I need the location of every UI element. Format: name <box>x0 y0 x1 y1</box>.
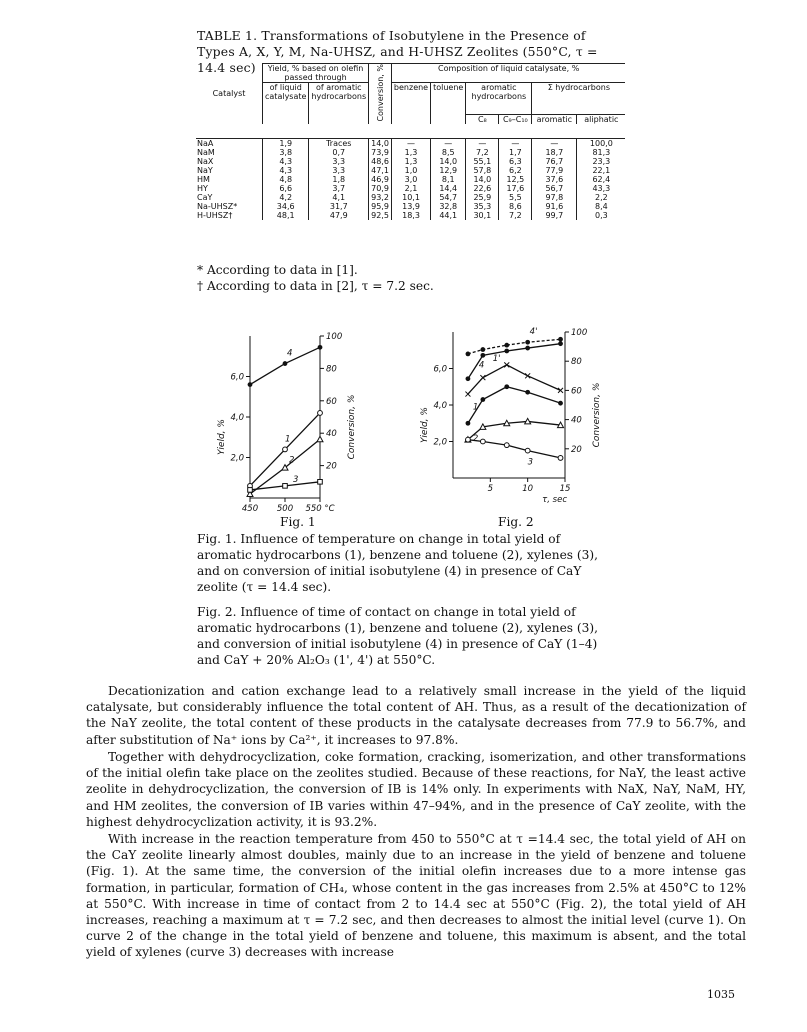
data-point <box>558 337 563 342</box>
table-cell: 100,0 <box>577 138 626 148</box>
data-point <box>283 361 288 366</box>
table-cell: 3,3 <box>309 157 369 166</box>
table-cell: 6,2 <box>499 166 532 175</box>
series-label-3: 3 <box>293 474 299 485</box>
table-cell: 8,1 <box>431 175 466 184</box>
table-cell: 1,9 <box>263 138 309 148</box>
y-right-tick-label: 40 <box>571 415 582 426</box>
table-cell: 12,5 <box>499 175 532 184</box>
table-cell: 7,2 <box>466 148 499 157</box>
data-point <box>466 352 471 357</box>
x-tick-label: 15 <box>559 484 571 494</box>
data-point <box>318 480 323 485</box>
table-cell: 32,8 <box>431 202 466 211</box>
table-cell: 1,3 <box>391 157 430 166</box>
table-cell: 48,1 <box>263 211 309 220</box>
table-cell: 18,3 <box>391 211 430 220</box>
table-cell: 22,1 <box>577 166 626 175</box>
table-cell: 18,7 <box>532 148 577 157</box>
table-row <box>196 157 625 166</box>
data-point <box>480 397 485 402</box>
series-label-4: 4 <box>478 360 485 371</box>
table-cell-catalyst: Na-UHSZ* <box>197 201 238 211</box>
data-point <box>466 437 471 442</box>
y-right-tick-label: 80 <box>326 364 337 375</box>
series-label-1': 1' <box>492 353 501 364</box>
table-cell: 73,9 <box>369 148 392 157</box>
col-sum-hc: Σ hydrocarbons <box>532 83 626 115</box>
data-point <box>558 341 563 346</box>
table-cell: 22,6 <box>466 184 499 193</box>
y-left-tick-label: 6,0 <box>433 364 447 375</box>
table-row <box>196 166 625 175</box>
table-cell: 97,8 <box>532 193 577 202</box>
y-left-tick-label: 6,0 <box>230 372 244 383</box>
fig2-chart <box>405 318 610 513</box>
y-axis-left-label: Yield, % <box>217 419 227 455</box>
table-row <box>196 193 625 202</box>
table-cell: — <box>391 138 430 148</box>
series-label-1: 1 <box>472 402 479 413</box>
table-cell: 3,7 <box>309 184 369 193</box>
x-tick-label: 5 <box>487 484 494 494</box>
page-number: 1035 <box>707 988 735 1001</box>
table-row <box>196 148 625 157</box>
y-axis-right-label: Conversion, % <box>347 394 357 460</box>
y-right-tick-label: 60 <box>571 386 582 397</box>
fig2-caption-label: Fig. 2 <box>498 515 534 529</box>
table-cell: 14,0 <box>431 157 466 166</box>
table-row <box>196 211 625 220</box>
table-cell-catalyst: NaX <box>197 156 214 166</box>
table-cell: 47,1 <box>369 166 392 175</box>
table-cell: — <box>431 138 466 148</box>
table-cell: 3,0 <box>391 175 430 184</box>
fig1-caption-label: Fig. 1 <box>280 515 316 529</box>
table-cell-catalyst: H-UHSZ† <box>197 210 233 220</box>
data-point <box>465 392 470 397</box>
y-right-tick-label: 100 <box>326 332 343 342</box>
data-point <box>480 347 485 352</box>
table-cell: 56,7 <box>532 184 577 193</box>
table-cell: 14,4 <box>431 184 466 193</box>
table-cell: 14,0 <box>466 175 499 184</box>
table-cell: 46,9 <box>369 175 392 184</box>
series-label-3: 3 <box>527 457 534 468</box>
table-footnotes <box>197 262 434 294</box>
table-cell: 44,1 <box>431 211 466 220</box>
zeolite-table <box>196 63 625 220</box>
table-cell: 70,9 <box>369 184 392 193</box>
y-left-tick-label: 4,0 <box>433 401 447 411</box>
table-cell: — <box>532 138 577 148</box>
table-row <box>196 184 625 193</box>
col-aromatic-hc: aromatic hydrocarbons <box>466 83 532 115</box>
table-cell: 2,2 <box>577 193 626 202</box>
data-point <box>558 388 563 393</box>
y-right-tick-label: 20 <box>326 461 337 472</box>
col-catalyst: Catalyst <box>212 89 246 99</box>
col-yield-liquid: of liquid catalysate <box>263 83 309 124</box>
table-cell: 35,3 <box>466 202 499 211</box>
table-cell: 76,7 <box>532 157 577 166</box>
table-cell-catalyst: CaY <box>197 192 213 202</box>
table-cell-catalyst: HY <box>197 183 208 193</box>
y-right-tick-label: 100 <box>571 328 588 338</box>
table-cell: 10,1 <box>391 193 430 202</box>
col-yield-aromatic: of aromatic hydrocarbons <box>309 83 369 124</box>
table-cell: — <box>466 138 499 148</box>
table-title: TABLE 1. Transformations of Isobutylene in the Presence of Types A, X, Y, M, Na-UHSZ, and H-UHSZ Zeolites (550°C, τ = 14.4 sec) <box>197 28 598 75</box>
x-axis-unit: τ, sec <box>542 495 567 505</box>
table-cell: 62,4 <box>577 175 626 184</box>
data-point <box>525 448 530 453</box>
data-point <box>248 488 253 493</box>
table-cell: 6,6 <box>263 184 309 193</box>
data-point <box>466 376 471 381</box>
table-row <box>196 202 625 211</box>
table-cell-catalyst: NaY <box>197 165 213 175</box>
table-cell: Traces <box>309 138 369 148</box>
x-tick-label: 550 °C <box>305 504 335 513</box>
table-cell: 99,7 <box>532 211 577 220</box>
series-label-2: 2 <box>472 433 479 444</box>
footnote-1: * According to data in [1]. <box>197 263 358 277</box>
table-cell: 57,8 <box>466 166 499 175</box>
col-benzene: benzene <box>391 83 430 124</box>
table-cell: 1,7 <box>499 148 532 157</box>
table-cell: 7,2 <box>499 211 532 220</box>
table-cell: 8,5 <box>431 148 466 157</box>
series-line-4 <box>250 347 320 384</box>
body-paragraph-2: Together with dehydrocyclization, coke formation, cracking, isomerization, and other transformations of the initial olefin take place on the zeolites studied. Because of these reactions, for NaY, the least active zeolite in dehydrocyclization, the conversion of IB is 14% only. In experiments with NaX, NaY, NaM, HY, and HM zeolites, the conversion of IB varies within 47–94%, and in the presence of CaY zeolite, with the highest dehydrocyclization activity, it is 93.2%. <box>86 750 746 829</box>
x-tick-label: 450 <box>241 504 259 513</box>
table-cell-catalyst: NaA <box>197 138 214 148</box>
table-cell: 91,6 <box>532 202 577 211</box>
table-cell: 25,9 <box>466 193 499 202</box>
col-aliphatic: aliphatic <box>577 114 626 124</box>
table-row <box>196 138 625 148</box>
y-axis-left-label: Yield, % <box>420 407 430 443</box>
table-cell: 43,3 <box>577 184 626 193</box>
series-label-4: 4 <box>287 348 293 359</box>
data-point <box>283 447 288 452</box>
y-left-tick-label: 2,0 <box>433 437 447 448</box>
data-point <box>480 375 485 380</box>
x-tick-label: 10 <box>522 484 534 494</box>
table-cell: 6,3 <box>499 157 532 166</box>
series-line-2 <box>468 421 561 439</box>
data-point <box>558 401 563 406</box>
data-point <box>504 343 509 348</box>
table-cell: 4,2 <box>263 193 309 202</box>
data-point <box>283 484 288 489</box>
series-line-4' <box>468 339 561 354</box>
table-cell: 47,9 <box>309 211 369 220</box>
data-point <box>558 456 563 461</box>
footnote-2: † According to data in [2], τ = 7.2 sec. <box>197 279 434 293</box>
table-cell-catalyst: NaM <box>197 147 215 157</box>
table-cell: 4,3 <box>263 157 309 166</box>
table-cell: 13,9 <box>391 202 430 211</box>
table-cell: 14,0 <box>369 138 392 148</box>
table-cell: 1,8 <box>309 175 369 184</box>
col-conversion: Conversion, % <box>369 64 392 124</box>
table-cell: 4,3 <box>263 166 309 175</box>
y-left-tick-label: 4,0 <box>230 413 244 423</box>
col-c9c10: C₉–C₁₀ <box>499 114 532 124</box>
data-point <box>504 443 509 448</box>
table-cell: 0,7 <box>309 148 369 157</box>
table-row <box>196 175 625 184</box>
data-point <box>480 353 485 358</box>
table-cell: 31,7 <box>309 202 369 211</box>
table-cell: 1,0 <box>391 166 430 175</box>
table-cell: — <box>499 138 532 148</box>
table-cell: 48,6 <box>369 157 392 166</box>
data-point <box>525 340 530 345</box>
table-cell: 92,5 <box>369 211 392 220</box>
col-aromatic: aromatic <box>532 114 577 124</box>
body-paragraph-3: With increase in the reaction temperature from 450 to 550°C at τ =14.4 sec, the total yield of AH on the CaY zeolite linearly almost doubles, mainly due to an increase in the yield of benzene and toluene (Fig. 1). At the same time, the conversion of the initial olefin increases due to a more intense gas formation, in particular, formation of CH₄, whose content in the gas increases from 2.5% at 450°C to 12% at 550°C. With increase in time of contact from 2 to 14.4 sec at 550°C (Fig. 2), the total yield of AH increases, reaching a maximum at τ = 7.2 sec, and then decreases to almost the initial level (curve 1). On curve 2 of the change in the total yield of benzene and toluene, this maximum is absent, and the total yield of xylenes (curve 3) decreases with increase <box>86 832 746 960</box>
series-line-1 <box>468 387 561 424</box>
data-point <box>504 349 509 354</box>
table-cell: 5,5 <box>499 193 532 202</box>
data-point <box>525 390 530 395</box>
table-cell: 0,3 <box>577 211 626 220</box>
fig1-chart <box>196 318 386 513</box>
data-point <box>317 436 323 442</box>
table-cell: 8,4 <box>577 202 626 211</box>
data-point <box>318 411 323 416</box>
table-cell: 77,9 <box>532 166 577 175</box>
data-point <box>504 362 509 367</box>
table-cell: 30,1 <box>466 211 499 220</box>
data-point <box>248 382 253 387</box>
table-body <box>196 138 625 220</box>
table-cell: 95,9 <box>369 202 392 211</box>
table-cell: 54,7 <box>431 193 466 202</box>
series-label-1: 1 <box>285 434 291 445</box>
table-cell: 34,6 <box>263 202 309 211</box>
table-cell: 8,6 <box>499 202 532 211</box>
fig1-caption: Fig. 1. Influence of temperature on change in total yield of aromatic hydrocarbons (1), benzene and toluene (2), xylenes (3), and on conversion of initial isobutylene (4) in presence of CaY zeolite (τ = 14.4 sec). <box>197 532 599 594</box>
fig2-caption: Fig. 2. Influence of time of contact on change in total yield of aromatic hydrocarbons (1), benzene and toluene (2), xylenes (3), and conversion of initial isobutylene (4) in presence of CaY (1–4) and CaY + 20% Al₂O₃ (1', 4') at 550°C. <box>197 605 599 667</box>
table-cell-catalyst: HM <box>197 174 210 184</box>
table-cell: 2,1 <box>391 184 430 193</box>
data-point <box>466 421 471 426</box>
series-label-2: 2 <box>289 455 295 466</box>
y-left-tick-label: 2,0 <box>230 453 244 464</box>
y-right-tick-label: 60 <box>326 396 337 407</box>
table-cell: 1,3 <box>391 148 430 157</box>
col-yield-group: Yield, % based on olefin passed through <box>263 64 369 83</box>
table-cell: 4,1 <box>309 193 369 202</box>
data-point <box>525 373 530 378</box>
table-cell: 37,6 <box>532 175 577 184</box>
table-cell: 4,8 <box>263 175 309 184</box>
col-toluene: toluene <box>431 83 466 124</box>
data-point <box>504 384 509 389</box>
col-composition-group: Composition of liquid catalysate, % <box>391 64 625 83</box>
y-right-tick-label: 40 <box>326 429 337 440</box>
data-point <box>480 439 485 444</box>
table-cell: 81,3 <box>577 148 626 157</box>
data-point <box>318 345 323 350</box>
y-right-tick-label: 20 <box>571 444 582 455</box>
table-cell: 93,2 <box>369 193 392 202</box>
table-cell: 3,8 <box>263 148 309 157</box>
body-paragraph-1: Decationization and cation exchange lead to a relatively small increase in the yield of the liquid catalysate, but considerably influence the total content of AH. Thus, as a result of the decationization of the NaY zeolite, the total content of these products in the catalysate decreases from 77.9 to 56.7%, and after substitution of Na⁺ ions by Ca²⁺, it increases to 97.8%. <box>86 684 746 747</box>
data-point <box>525 346 530 351</box>
y-axis-right-label: Conversion, % <box>592 382 602 448</box>
table-cell: 17,6 <box>499 184 532 193</box>
table-cell: 23,3 <box>577 157 626 166</box>
x-tick-label: 500 <box>276 504 294 513</box>
y-right-tick-label: 80 <box>571 357 582 368</box>
series-label-4': 4' <box>529 327 538 338</box>
table-cell: 12,9 <box>431 166 466 175</box>
table-cell: 55,1 <box>466 157 499 166</box>
table-cell: 3,3 <box>309 166 369 175</box>
col-c8: C₈ <box>466 114 499 124</box>
